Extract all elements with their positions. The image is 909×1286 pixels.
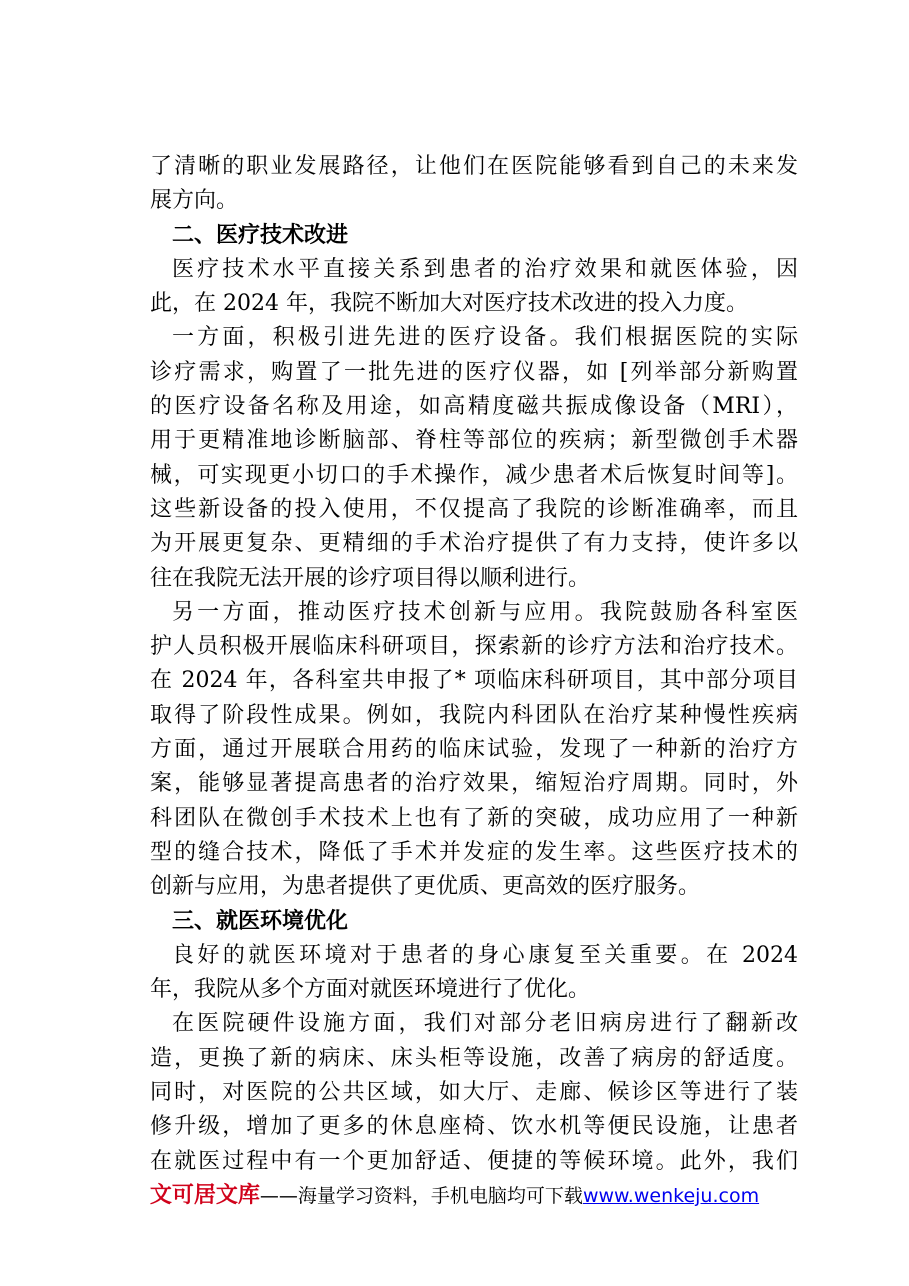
body-line: 另一方面，推动医疗技术创新与应用。我院鼓励各科室医 — [172, 599, 798, 625]
footer-tagline: ——海量学习资料，手机电脑均可下载 — [259, 1185, 583, 1207]
body-line: 修升级，增加了更多的休息座椅、饮水机等便民设施，让患者 — [150, 1114, 798, 1140]
body-line: 在就医过程中有一个更加舒适、便捷的等候环境。此外，我们 — [150, 1148, 798, 1174]
body-line: 的医疗设备名称及用途，如高精度磁共振成像设备（MRI）， — [150, 394, 798, 420]
footer-banner — [0, 1183, 909, 1209]
body-line: 案，能够显著提高患者的治疗效果，缩短治疗周期。同时，外 — [150, 771, 798, 797]
document-page — [150, 150, 798, 1179]
body-line: 械，可实现更小切口的手术操作，减少患者术后恢复时间等]。 — [150, 462, 798, 488]
body-line: 了清晰的职业发展路径，让他们在医院能够看到自己的未来发 — [150, 154, 798, 179]
body-line: 型的缝合技术，降低了手术并发症的发生率。这些医疗技术的 — [150, 839, 798, 865]
body-line: 护人员积极开展临床科研项目，探索新的诊疗方法和治疗技术。 — [150, 634, 798, 660]
body-line: 为开展更复杂、更精细的手术治疗提供了有力支持，使许多以 — [150, 531, 798, 557]
body-line: 展方向。 — [150, 188, 239, 214]
body-line: 诊疗需求，购置了一批先进的医疗仪器，如 [列举部分新购置 — [150, 359, 798, 385]
body-line: 科团队在微创手术技术上也有了新的突破，成功应用了一种新 — [150, 805, 798, 831]
section-heading-environment: 三、就医环境优化 — [172, 908, 349, 934]
body-line: 在医院硬件设施方面，我们对部分老旧病房进行了翻新改 — [172, 1011, 798, 1037]
body-line: 取得了阶段性成果。例如，我院内科团队在治疗某种慢性疾病 — [150, 702, 798, 728]
body-line: 此，在 2024 年，我院不断加大对医疗技术改进的投入力度。 — [150, 291, 748, 317]
body-line: 医疗技术水平直接关系到患者的治疗效果和就医体验，因 — [172, 256, 798, 282]
body-line: 年，我院从多个方面对就医环境进行了优化。 — [150, 977, 591, 1003]
body-line: 创新与应用，为患者提供了更优质、更高效的医疗服务。 — [150, 874, 701, 900]
body-line: 方面，通过开展联合用药的临床试验，发现了一种新的治疗方 — [150, 737, 798, 763]
body-line: 这些新设备的投入使用，不仅提高了我院的诊断准确率，而且 — [150, 496, 798, 522]
footer-site-link[interactable]: www.wenkeju.com — [582, 1185, 760, 1207]
section-heading-medical-technology: 二、医疗技术改进 — [172, 222, 349, 248]
body-line: 造，更换了新的病床、床头柜等设施，改善了病房的舒适度。 — [150, 1045, 798, 1071]
body-line: 同时，对医院的公共区域，如大厅、走廊、候诊区等进行了装 — [150, 1080, 798, 1106]
body-line: 良好的就医环境对于患者的身心康复至关重要。在 2024 — [172, 942, 798, 968]
body-line: 往在我院无法开展的诊疗项目得以顺利进行。 — [150, 565, 591, 591]
body-line: 在 2024 年，各科室共申报了* 项临床科研项目，其中部分项目 — [150, 668, 798, 694]
footer-brand: 文可居文库 — [149, 1183, 260, 1208]
body-line: 一方面，积极引进先进的医疗设备。我们根据医院的实际 — [172, 325, 798, 351]
body-line: 用于更精准地诊断脑部、脊柱等部位的疾病；新型微创手术器 — [150, 428, 798, 454]
